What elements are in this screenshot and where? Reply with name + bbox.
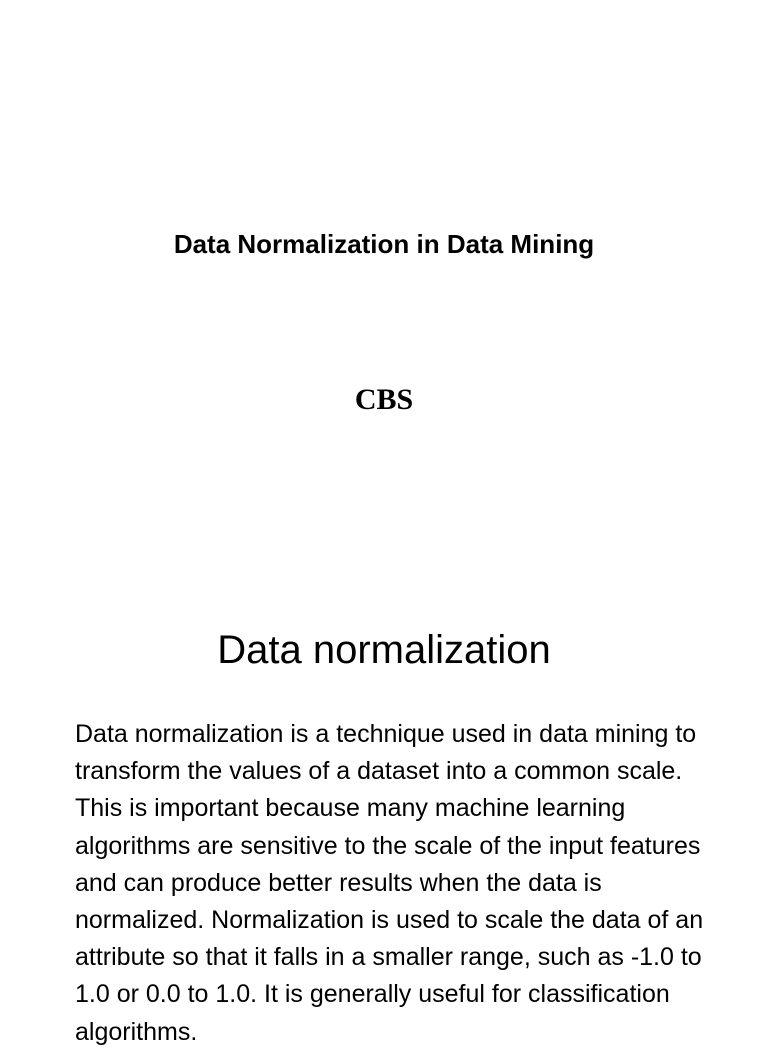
section-heading: Data normalization	[217, 628, 551, 672]
author-name: CBS	[354, 383, 414, 416]
document-title: Data Normalization in Data Mining	[173, 229, 595, 259]
section-body-text: Data normalization is a technique used in data mining to transform the values of a dataset into a common scale. This is important because many machine learning algorithms are sensitive to the scale of the input features and can produce better results when the data is normalized. Normalization is used to scale the data of an attribute so that it falls in a smaller range, such as -1.0 to 1.0 or 0.0 to 1.0. It is generally useful for classification algorithms.	[75, 720, 704, 1046]
